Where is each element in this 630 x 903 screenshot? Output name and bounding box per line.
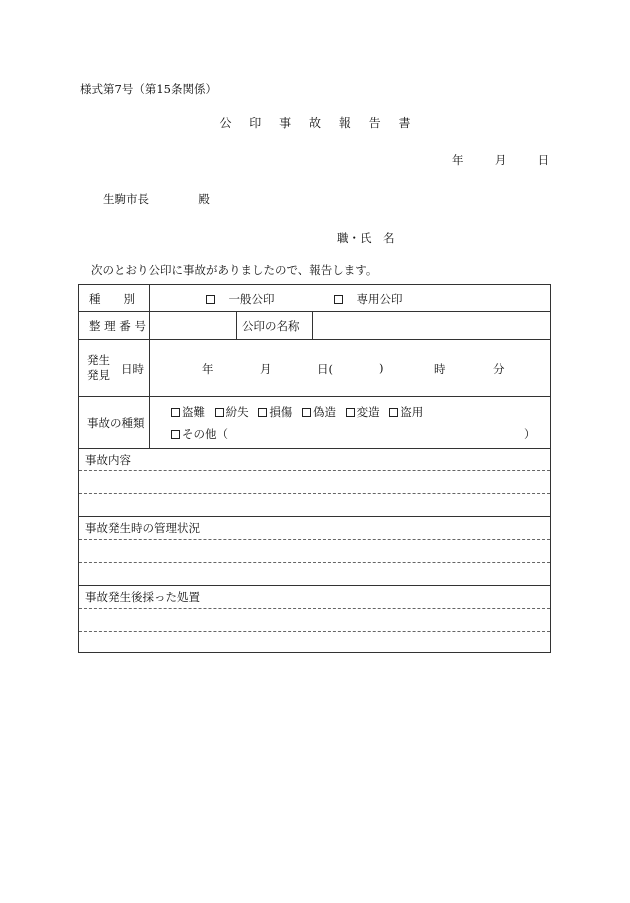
dt-day: 日(: [317, 362, 333, 376]
incident-other-close: ）: [524, 427, 536, 441]
column-divider: [312, 311, 313, 339]
incident-theft[interactable]: 盗難: [171, 405, 205, 419]
dt-minute: 分: [493, 362, 505, 376]
type-label: 種 別: [89, 292, 135, 306]
form-number: 様式第7号（第15条関係）: [80, 82, 217, 96]
datetime-label: 日時: [121, 362, 144, 376]
section-measures-taken: 事故発生後採った処置: [85, 590, 200, 604]
addressee-name: 生駒市長: [103, 192, 149, 206]
dashed-line: [79, 539, 550, 540]
checkbox-icon[interactable]: [334, 295, 343, 304]
incident-other[interactable]: その他（: [171, 426, 228, 442]
section-incident-content: 事故内容: [85, 453, 131, 467]
checkbox-icon[interactable]: [346, 408, 355, 417]
date-line: [452, 152, 549, 168]
column-divider: [149, 285, 150, 448]
row-divider: [79, 448, 550, 449]
dashed-line: [79, 493, 550, 494]
date-year-label: 年: [452, 153, 464, 167]
title-char: 公: [219, 116, 232, 130]
incident-alteration[interactable]: 変造: [346, 405, 380, 419]
column-divider: [236, 311, 237, 339]
incident-misuse[interactable]: 盗用: [389, 405, 423, 419]
incident-types: [171, 404, 423, 420]
title-char: 事: [279, 116, 292, 130]
checkbox-icon[interactable]: [258, 408, 267, 417]
intro-text: 次のとおり公印に事故がありましたので、報告します。: [91, 263, 378, 277]
date-day-label: 日: [537, 153, 550, 167]
type-option-dedicated[interactable]: 専用公印: [334, 291, 403, 307]
position-name-label: 職・氏 名: [337, 231, 395, 245]
title-char: 書: [398, 116, 411, 130]
row-divider: [79, 585, 550, 586]
type-option-general[interactable]: 一般公印: [206, 291, 275, 307]
reg-no-field[interactable]: [169, 318, 229, 332]
dashed-line: [79, 562, 550, 563]
checkbox-icon[interactable]: [302, 408, 311, 417]
incident-type-label: 事故の種類: [87, 416, 145, 430]
dt-year: 年: [202, 362, 214, 376]
addressee: [103, 191, 210, 207]
title-char: 故: [308, 116, 321, 130]
report-table: [78, 284, 551, 653]
checkbox-icon[interactable]: [215, 408, 224, 417]
checkbox-icon[interactable]: [171, 408, 180, 417]
checkbox-icon[interactable]: [389, 408, 398, 417]
reg-no-label: 整 理 番 号: [89, 319, 146, 333]
title-char: 告: [368, 116, 381, 130]
checkbox-icon[interactable]: [171, 430, 180, 439]
date-month-label: 月: [494, 153, 507, 167]
incident-damage[interactable]: 損傷: [258, 405, 292, 419]
title-char: 報: [338, 116, 351, 130]
row-divider: [79, 516, 550, 517]
dt-close: ): [379, 361, 384, 375]
incident-forgery[interactable]: 偽造: [302, 405, 336, 419]
dashed-line: [79, 470, 550, 471]
seal-name-field[interactable]: [319, 318, 544, 332]
dt-hour: 時: [434, 362, 446, 376]
incident-loss[interactable]: 紛失: [215, 405, 249, 419]
addressee-honorific: 殿: [198, 192, 210, 206]
seal-name-label: 公印の名称: [242, 319, 300, 333]
document-title: [0, 114, 630, 131]
dt-month: 月: [260, 362, 272, 376]
occur-discover-label: 発生 発見: [87, 353, 110, 382]
dashed-line: [79, 608, 550, 609]
dashed-line: [79, 631, 550, 632]
title-char: 印: [249, 116, 262, 130]
section-management-status: 事故発生時の管理状況: [85, 521, 200, 535]
checkbox-icon[interactable]: [206, 295, 215, 304]
